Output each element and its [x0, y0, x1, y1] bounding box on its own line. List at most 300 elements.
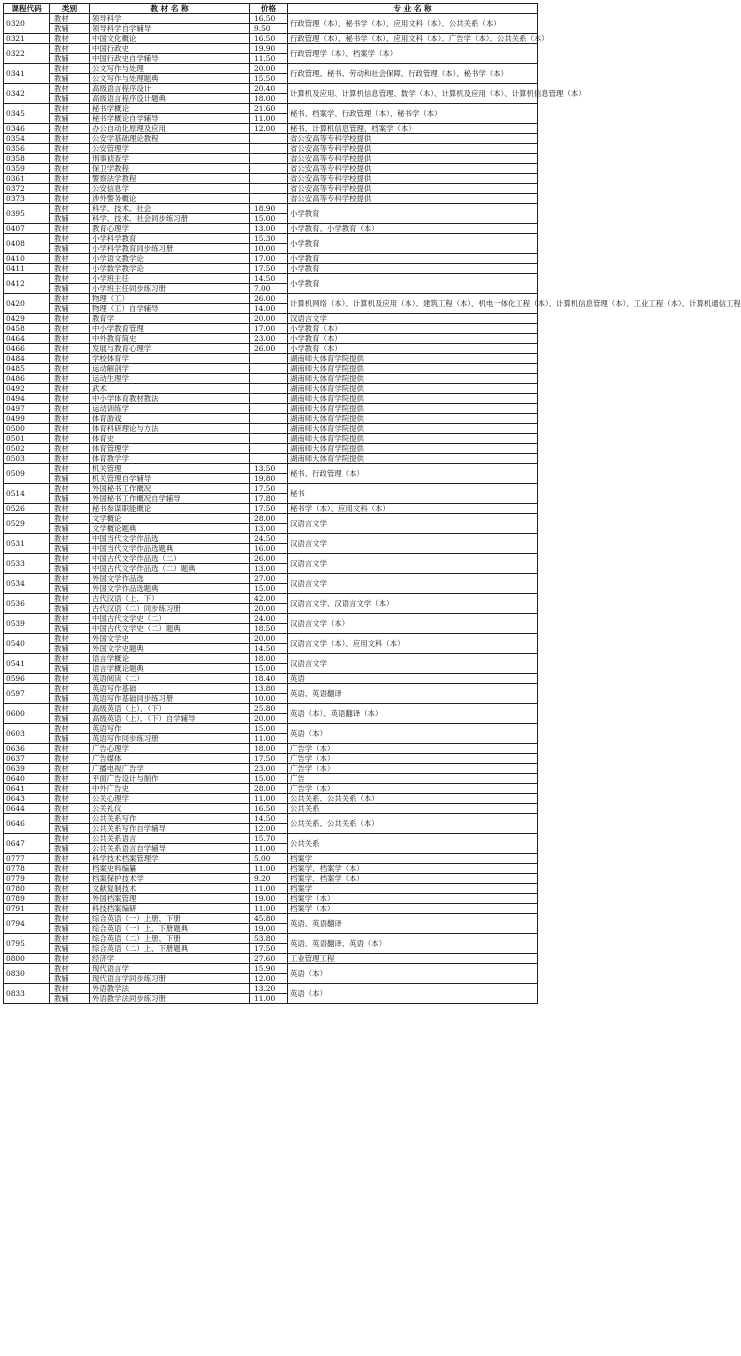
textbook-name-cell: 高级语言程序设计	[90, 84, 250, 94]
price-cell: 15.00	[250, 584, 288, 594]
textbook-name-cell: 外国文学作品选	[90, 574, 250, 584]
textbook-name-cell: 英语写作	[90, 724, 250, 734]
category-cell: 教辅	[50, 114, 90, 124]
course-code-cell: 0358	[4, 154, 50, 164]
table-row	[4, 864, 538, 874]
category-cell: 教材	[50, 124, 90, 134]
price-cell	[250, 424, 288, 434]
course-code-cell: 0534	[4, 574, 50, 594]
textbook-name-cell: 英语阅读（二）	[90, 674, 250, 684]
course-code-cell: 0647	[4, 834, 50, 854]
course-code-cell: 0777	[4, 854, 50, 864]
category-cell: 教材	[50, 84, 90, 94]
textbook-name-cell: 教育心理学	[90, 224, 250, 234]
price-cell: 25.80	[250, 704, 288, 714]
major-name-cell: 英语（本）	[288, 724, 538, 744]
price-cell	[250, 364, 288, 374]
textbook-name-cell: 机关管理	[90, 464, 250, 474]
category-cell: 教材	[50, 364, 90, 374]
major-name-cell: 英语、英语翻译	[288, 914, 538, 934]
price-cell: 20.00	[250, 714, 288, 724]
major-name-cell: 汉语言文学	[288, 654, 538, 674]
major-name-cell: 湖南师大体育学院提供	[288, 454, 538, 464]
textbook-name-cell: 物理（工）自学辅导	[90, 304, 250, 314]
textbook-name-cell: 体育管理学	[90, 444, 250, 454]
course-code-cell: 0794	[4, 914, 50, 934]
category-cell: 教材	[50, 954, 90, 964]
major-name-cell: 湖南师大体育学院提供	[288, 424, 538, 434]
major-name-cell: 广告学（本）	[288, 784, 538, 794]
textbook-name-cell: 高级英语（上）、（下）自学辅导	[90, 714, 250, 724]
textbook-name-cell: 现代语言学	[90, 964, 250, 974]
category-cell: 教材	[50, 794, 90, 804]
category-cell: 教材	[50, 424, 90, 434]
table-row	[4, 34, 538, 44]
textbook-name-cell: 综合英语（二）上、下册题典	[90, 944, 250, 954]
course-code-cell: 0536	[4, 594, 50, 614]
textbook-name-cell: 古代汉语（二）同步练习册	[90, 604, 250, 614]
table-row	[4, 354, 538, 364]
textbook-name-cell: 文学概论	[90, 514, 250, 524]
category-cell: 教材	[50, 34, 90, 44]
course-code-cell: 0533	[4, 554, 50, 574]
major-name-cell: 湖南师大体育学院提供	[288, 414, 538, 424]
price-cell: 15.70	[250, 834, 288, 844]
table-row	[4, 424, 538, 434]
course-code-cell: 0429	[4, 314, 50, 324]
major-name-cell: 汉语言文学	[288, 514, 538, 534]
major-name-cell: 档案学、档案学（本）	[288, 864, 538, 874]
table-row	[4, 884, 538, 894]
table-row	[4, 384, 538, 394]
category-cell: 教材	[50, 174, 90, 184]
price-cell: 18.00	[250, 654, 288, 664]
course-code-cell: 0503	[4, 454, 50, 464]
textbook-name-cell: 广告媒体	[90, 754, 250, 764]
table-row	[4, 434, 538, 444]
category-cell: 教材	[50, 294, 90, 304]
price-cell: 27.00	[250, 574, 288, 584]
textbook-name-cell: 公共关系语言	[90, 834, 250, 844]
price-cell: 20.00	[250, 314, 288, 324]
course-code-cell: 0395	[4, 204, 50, 224]
course-code-cell: 0345	[4, 104, 50, 124]
course-code-cell: 0600	[4, 704, 50, 724]
table-row	[4, 874, 538, 884]
textbook-name-cell: 体育科研理论与方法	[90, 424, 250, 434]
course-code-cell: 0412	[4, 274, 50, 294]
table-row	[4, 954, 538, 964]
textbook-name-cell: 外国文学史题典	[90, 644, 250, 654]
price-cell: 11.00	[250, 844, 288, 854]
price-cell: 13.00	[250, 524, 288, 534]
table-row	[4, 334, 538, 344]
table-row	[4, 934, 538, 944]
course-code-cell: 0410	[4, 254, 50, 264]
course-code-cell: 0603	[4, 724, 50, 744]
table-row	[4, 234, 538, 244]
category-cell: 教材	[50, 274, 90, 284]
textbook-name-cell: 现代语言学同步练习册	[90, 974, 250, 984]
course-code-cell: 0356	[4, 144, 50, 154]
table-row	[4, 674, 538, 684]
course-code-cell: 0322	[4, 44, 50, 64]
textbook-name-cell: 武术	[90, 384, 250, 394]
category-cell: 教材	[50, 254, 90, 264]
textbook-name-cell: 中国古代文学作品选（二）	[90, 554, 250, 564]
category-cell: 教材	[50, 64, 90, 74]
category-cell: 教材	[50, 204, 90, 214]
textbook-name-cell: 中国行政史	[90, 44, 250, 54]
price-cell: 9.50	[250, 24, 288, 34]
table-row	[4, 164, 538, 174]
price-cell: 12.00	[250, 974, 288, 984]
textbook-name-cell: 中国古代文学史（二）	[90, 614, 250, 624]
price-cell: 23.00	[250, 334, 288, 344]
major-name-cell: 档案学（本）	[288, 894, 538, 904]
course-code-cell: 0321	[4, 34, 50, 44]
textbook-name-cell: 文学概论题典	[90, 524, 250, 534]
textbook-name-cell: 刑事侦查学	[90, 154, 250, 164]
category-cell: 教辅	[50, 974, 90, 984]
textbook-name-cell: 公安管理学	[90, 144, 250, 154]
course-code-cell: 0830	[4, 964, 50, 984]
category-cell: 教辅	[50, 694, 90, 704]
category-cell: 教辅	[50, 54, 90, 64]
textbook-name-cell: 外国秘书工作概况	[90, 484, 250, 494]
major-name-cell: 汉语言文学	[288, 554, 538, 574]
price-cell: 17.50	[250, 264, 288, 274]
price-cell: 26.00	[250, 294, 288, 304]
textbook-name-cell: 外国文学作品选题典	[90, 584, 250, 594]
category-cell: 教材	[50, 334, 90, 344]
table-row	[4, 764, 538, 774]
category-cell: 教材	[50, 264, 90, 274]
table-row	[4, 264, 538, 274]
price-cell: 17.80	[250, 494, 288, 504]
price-cell: 16.50	[250, 34, 288, 44]
major-name-cell: 汉语言文学	[288, 534, 538, 554]
course-code-cell: 0541	[4, 654, 50, 674]
major-name-cell: 汉语言文学、汉语言文学（本）	[288, 594, 538, 614]
major-name-cell: 省公安高等专科学校提供	[288, 154, 538, 164]
category-cell: 教材	[50, 764, 90, 774]
table-row	[4, 724, 538, 734]
major-name-cell: 秘书、档案学、行政管理（本）、秘书学（本）	[288, 104, 538, 124]
price-cell: 13.00	[250, 224, 288, 234]
major-name-cell: 广告	[288, 774, 538, 784]
price-cell: 16.00	[250, 544, 288, 554]
major-name-cell: 省公安高等专科学校提供	[288, 144, 538, 154]
price-cell: 20.00	[250, 604, 288, 614]
category-cell: 教材	[50, 774, 90, 784]
table-row	[4, 374, 538, 384]
course-code-cell: 0529	[4, 514, 50, 534]
major-name-cell: 省公安高等专科学校提供	[288, 184, 538, 194]
table-row	[4, 444, 538, 454]
category-cell: 教材	[50, 894, 90, 904]
category-cell: 教材	[50, 414, 90, 424]
course-code-cell: 0780	[4, 884, 50, 894]
course-code-cell: 0342	[4, 84, 50, 104]
category-cell: 教材	[50, 184, 90, 194]
course-code-cell: 0492	[4, 384, 50, 394]
category-cell: 教辅	[50, 524, 90, 534]
price-cell	[250, 414, 288, 424]
price-cell: 19.00	[250, 924, 288, 934]
price-cell: 14.50	[250, 274, 288, 284]
textbook-name-cell: 公共关系写作自学辅导	[90, 824, 250, 834]
textbook-name-cell: 运动训练学	[90, 404, 250, 414]
textbook-name-cell: 综合英语（一）上、下册题典	[90, 924, 250, 934]
category-cell: 教材	[50, 674, 90, 684]
textbook-name-cell: 警察法学教程	[90, 174, 250, 184]
textbook-name-cell: 广告心理学	[90, 744, 250, 754]
price-cell: 16.50	[250, 14, 288, 24]
price-cell	[250, 434, 288, 444]
category-cell: 教材	[50, 704, 90, 714]
textbook-name-cell: 小学数学教学论	[90, 264, 250, 274]
textbook-name-cell: 外国档案管理	[90, 894, 250, 904]
major-name-cell: 英语、英语翻译	[288, 684, 538, 704]
textbook-name-cell: 体育游戏	[90, 414, 250, 424]
major-name-cell: 湖南师大体育学院提供	[288, 394, 538, 404]
category-cell: 教材	[50, 554, 90, 564]
course-code-cell: 0411	[4, 264, 50, 274]
table-row	[4, 854, 538, 864]
major-name-cell: 行政管理、秘书、劳动和社会保障、行政管理（本）、秘书学（本）	[288, 64, 538, 84]
price-cell: 7.00	[250, 284, 288, 294]
textbook-name-cell: 公文写作与处理	[90, 64, 250, 74]
category-cell: 教辅	[50, 604, 90, 614]
category-cell: 教材	[50, 224, 90, 234]
price-cell: 9.20	[250, 874, 288, 884]
textbook-name-cell: 经济学	[90, 954, 250, 964]
major-name-cell: 英语（本）、英语翻译（本）	[288, 704, 538, 724]
course-code-cell: 0500	[4, 424, 50, 434]
textbook-name-cell: 平面广告设计与制作	[90, 774, 250, 784]
table-row	[4, 634, 538, 644]
category-cell: 教材	[50, 864, 90, 874]
price-cell: 11.00	[250, 114, 288, 124]
price-cell: 11.00	[250, 794, 288, 804]
category-cell: 教辅	[50, 474, 90, 484]
price-cell: 24.00	[250, 614, 288, 624]
category-cell: 教材	[50, 754, 90, 764]
category-cell: 教辅	[50, 924, 90, 934]
textbook-name-cell: 小学科学教育同步练习册	[90, 244, 250, 254]
table-row	[4, 154, 538, 164]
major-name-cell: 汉语言文学	[288, 574, 538, 594]
price-cell: 18.50	[250, 624, 288, 634]
table-row	[4, 834, 538, 844]
major-name-cell: 湖南师大体育学院提供	[288, 384, 538, 394]
category-cell: 教辅	[50, 24, 90, 34]
price-cell: 15.00	[250, 774, 288, 784]
major-name-cell: 小学教育	[288, 234, 538, 254]
course-code-cell: 0833	[4, 984, 50, 1004]
textbook-name-cell: 保卫学教程	[90, 164, 250, 174]
course-code-cell: 0637	[4, 754, 50, 764]
category-cell: 教材	[50, 514, 90, 524]
price-cell: 13.50	[250, 464, 288, 474]
textbook-name-cell: 秘书学概论自学辅导	[90, 114, 250, 124]
textbook-name-cell: 科学、技术、社会同步练习册	[90, 214, 250, 224]
textbook-name-cell: 中小学教育管理	[90, 324, 250, 334]
table-row	[4, 704, 538, 714]
table-row	[4, 594, 538, 604]
table-row	[4, 104, 538, 114]
category-cell: 教材	[50, 454, 90, 464]
major-name-cell: 广告学（本）	[288, 744, 538, 754]
major-name-cell: 小学教育	[288, 274, 538, 294]
price-cell: 17.50	[250, 944, 288, 954]
table-row	[4, 364, 538, 374]
price-cell: 15.00	[250, 664, 288, 674]
price-cell: 18.40	[250, 674, 288, 684]
category-cell: 教材	[50, 834, 90, 844]
price-cell	[250, 454, 288, 464]
major-name-cell: 小学教育、小学教育（本）	[288, 224, 538, 234]
table-row	[4, 654, 538, 664]
table-row	[4, 254, 538, 264]
price-cell	[250, 164, 288, 174]
category-cell: 教辅	[50, 714, 90, 724]
price-cell: 10.00	[250, 244, 288, 254]
category-cell: 教材	[50, 324, 90, 334]
course-code-cell: 0597	[4, 684, 50, 704]
table-row	[4, 204, 538, 214]
textbook-name-cell: 体育教学学	[90, 454, 250, 464]
price-cell: 11.00	[250, 864, 288, 874]
category-cell: 教材	[50, 484, 90, 494]
course-code-cell: 0641	[4, 784, 50, 794]
price-cell	[250, 374, 288, 384]
textbook-name-cell: 小学语文教学论	[90, 254, 250, 264]
textbook-price-table-page	[3, 3, 741, 1349]
major-name-cell: 英语（本）	[288, 964, 538, 984]
course-code-cell: 0486	[4, 374, 50, 384]
category-cell: 教材	[50, 394, 90, 404]
category-cell: 教材	[50, 434, 90, 444]
major-name-cell: 湖南师大体育学院提供	[288, 404, 538, 414]
course-code-cell: 0485	[4, 364, 50, 374]
category-cell: 教材	[50, 884, 90, 894]
textbook-name-cell: 公文写作与处理题典	[90, 74, 250, 84]
major-name-cell: 行政管理（本）、秘书学（本）、应用文科（本）、公共关系（本）	[288, 14, 538, 34]
textbook-name-cell: 运动生理学	[90, 374, 250, 384]
table-row	[4, 534, 538, 544]
category-cell: 教材	[50, 614, 90, 624]
course-code-cell: 0320	[4, 14, 50, 34]
price-cell	[250, 404, 288, 414]
table-row	[4, 964, 538, 974]
table-row	[4, 894, 538, 904]
price-cell: 13.20	[250, 984, 288, 994]
category-cell: 教材	[50, 634, 90, 644]
table-row	[4, 14, 538, 24]
table-row	[4, 194, 538, 204]
course-code-cell: 0346	[4, 124, 50, 134]
price-cell: 14.50	[250, 814, 288, 824]
table-row	[4, 914, 538, 924]
textbook-name-cell: 中国当代文学作品选	[90, 534, 250, 544]
textbook-name-cell: 物理（工）	[90, 294, 250, 304]
category-cell: 教材	[50, 14, 90, 24]
textbook-name-cell: 综合英语（二）上册、下册	[90, 934, 250, 944]
category-cell: 教材	[50, 804, 90, 814]
category-cell: 教材	[50, 134, 90, 144]
price-cell: 11.00	[250, 734, 288, 744]
table-row	[4, 614, 538, 624]
table-row	[4, 504, 538, 514]
price-cell: 14.50	[250, 644, 288, 654]
table-row	[4, 904, 538, 914]
price-cell: 19.90	[250, 44, 288, 54]
category-cell: 教辅	[50, 624, 90, 634]
price-cell: 17.50	[250, 484, 288, 494]
textbook-name-cell: 外语教学法	[90, 984, 250, 994]
category-cell: 教材	[50, 984, 90, 994]
major-name-cell: 湖南师大体育学院提供	[288, 434, 538, 444]
price-cell: 53.80	[250, 934, 288, 944]
table-row	[4, 174, 538, 184]
price-cell: 19.80	[250, 474, 288, 484]
major-name-cell: 秘书、行政管理（本）	[288, 464, 538, 484]
table-row	[4, 464, 538, 474]
table-row	[4, 184, 538, 194]
category-cell: 教辅	[50, 584, 90, 594]
textbook-name-cell: 机关管理自学辅导	[90, 474, 250, 484]
textbook-name-cell: 秘书参谋职能概论	[90, 504, 250, 514]
price-cell	[250, 134, 288, 144]
table-row	[4, 774, 538, 784]
price-cell	[250, 184, 288, 194]
textbook-name-cell: 学校体育学	[90, 354, 250, 364]
category-cell: 教材	[50, 784, 90, 794]
course-code-cell: 0458	[4, 324, 50, 334]
major-name-cell: 广告学（本）	[288, 754, 538, 764]
textbook-name-cell: 中外广告史	[90, 784, 250, 794]
table-row	[4, 314, 538, 324]
table-row	[4, 754, 538, 764]
major-name-cell: 计算机网络（本）、计算机及应用（本）、建筑工程（本）、机电一体化工程（本）、计算机信息管理（本）、工业工程（本）、计算机通信工程	[288, 294, 538, 314]
category-cell: 教材	[50, 344, 90, 354]
textbook-name-cell: 英语写作基础	[90, 684, 250, 694]
category-cell: 教材	[50, 234, 90, 244]
category-cell: 教辅	[50, 304, 90, 314]
price-cell: 28.00	[250, 784, 288, 794]
price-cell	[250, 144, 288, 154]
category-cell: 教材	[50, 684, 90, 694]
price-cell: 17.50	[250, 504, 288, 514]
major-name-cell: 英语、英语翻译、英语（本）	[288, 934, 538, 954]
course-code-cell: 0643	[4, 794, 50, 804]
major-name-cell: 汉语言文学（本）、应用文科（本）	[288, 634, 538, 654]
header-major-name: 专 业 名 称	[288, 4, 538, 14]
textbook-name-cell: 领导科学自学辅导	[90, 24, 250, 34]
course-code-cell: 0789	[4, 894, 50, 904]
textbook-name-cell: 科学技术档案管理学	[90, 854, 250, 864]
price-cell: 10.00	[250, 694, 288, 704]
header-price: 价格	[250, 4, 288, 14]
table-row	[4, 484, 538, 494]
textbook-name-cell: 体育史	[90, 434, 250, 444]
table-row	[4, 84, 538, 94]
course-code-cell: 0466	[4, 344, 50, 354]
textbook-name-cell: 综合英语（一）上册、下册	[90, 914, 250, 924]
price-cell: 15.00	[250, 724, 288, 734]
